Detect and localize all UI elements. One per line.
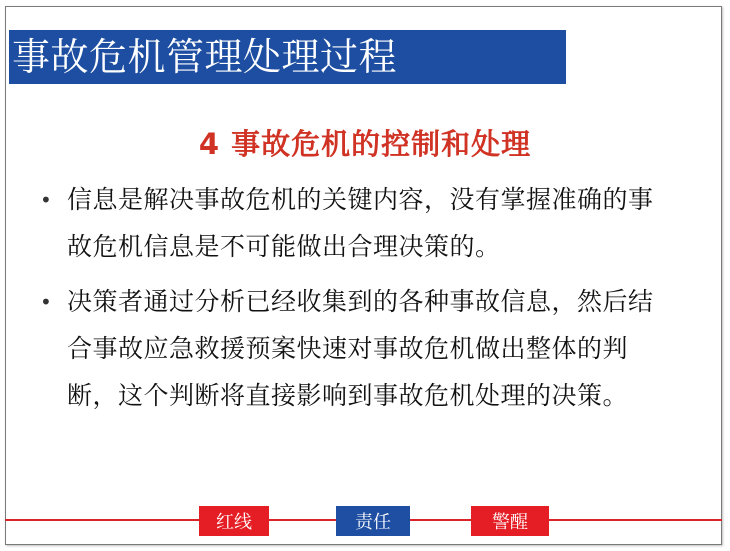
footer-tag-alert: 警醒 (471, 506, 549, 536)
bullet-text: 决策者通过分析已经收集到的各种事故信息，然后结合事故应急救援预案快速对事故危机做出整体的判断，这个判断将直接影响到事故危机处理的决策。 (67, 287, 654, 410)
bullet-dot-icon: • (40, 290, 52, 314)
title-bar (9, 30, 566, 84)
footer-tag-redline: 红线 (199, 506, 269, 536)
slide-title: 事故危机管理处理过程 (12, 35, 398, 79)
bullet-dot-icon: • (40, 188, 52, 212)
bullet-text: 信息是解决事故危机的关键内容，没有掌握准确的事故危机信息是不可能做出合理决策的。 (67, 185, 654, 261)
bullet-list (40, 176, 680, 427)
bullet-item (40, 278, 680, 419)
section-heading: 4 事故危机的控制和处理 (198, 127, 532, 161)
bullet-item (40, 176, 680, 270)
footer-tag-duty: 责任 (336, 506, 410, 536)
